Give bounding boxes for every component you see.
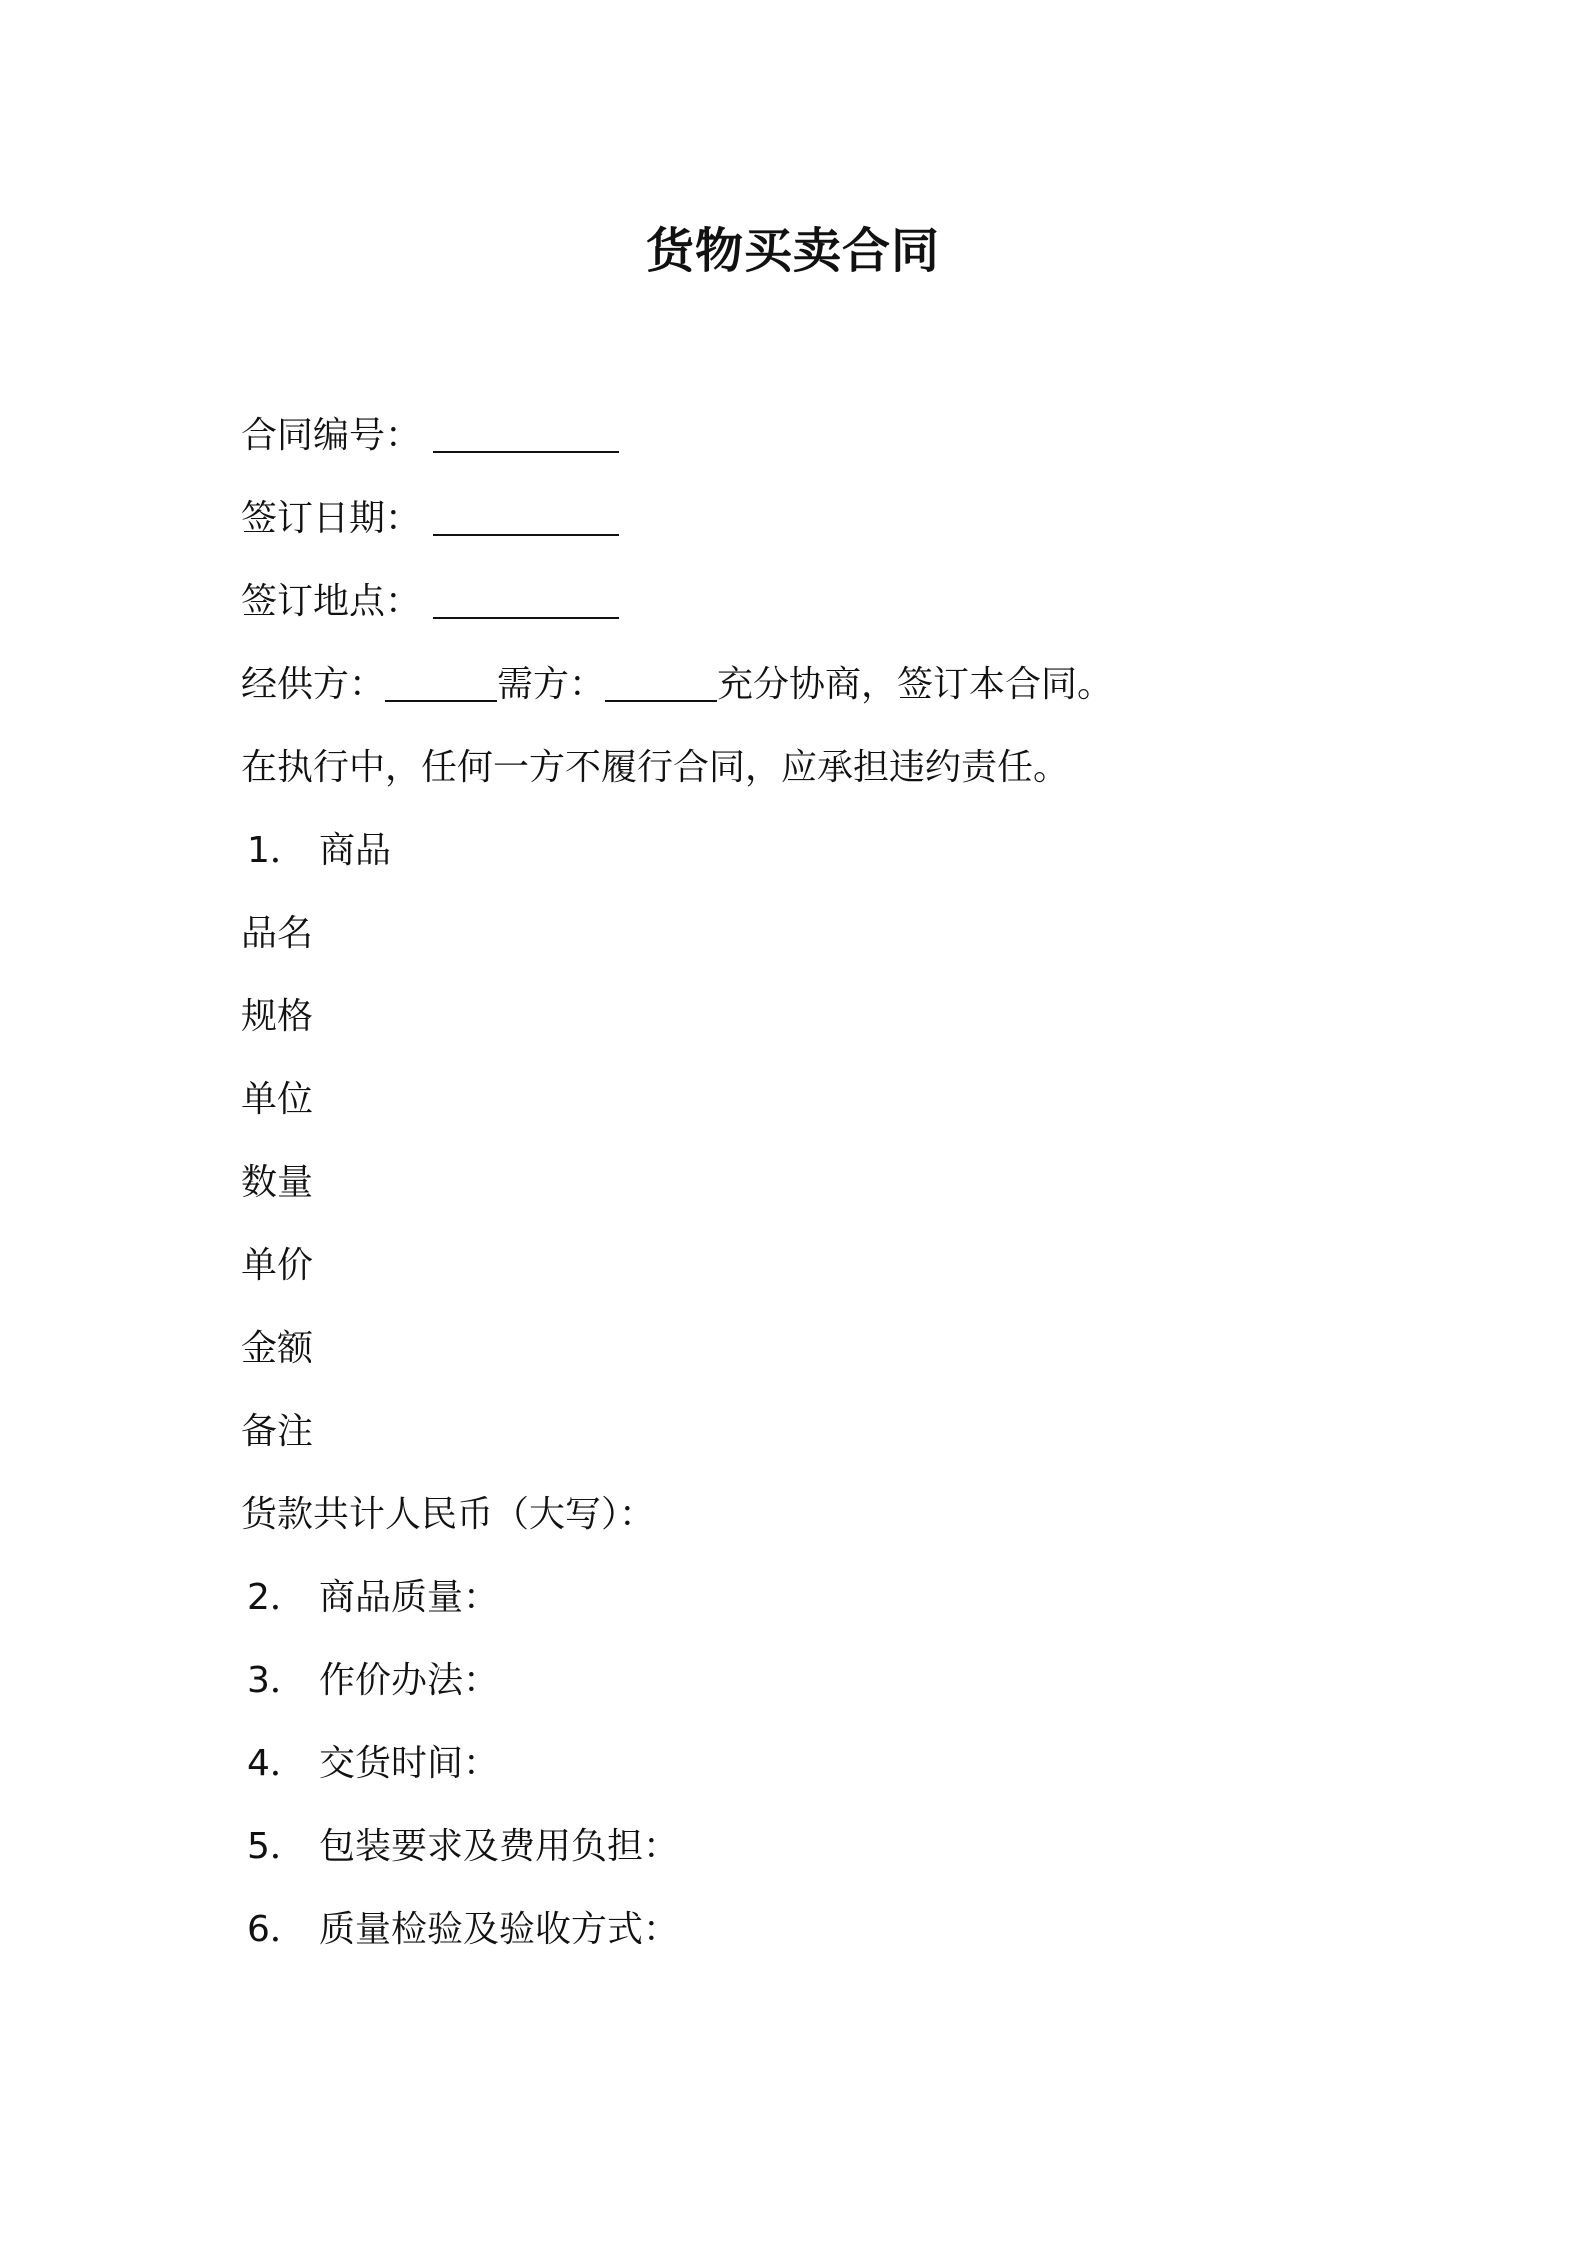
section-4-title: 交货时间： [319, 1743, 500, 1784]
section-2-heading [241, 1570, 1441, 1653]
section-6-heading [241, 1902, 1441, 1985]
total-amount-line: 货款共计人民币（大写）： [241, 1494, 656, 1535]
section-3-heading [241, 1653, 1441, 1736]
contract-number-blank [433, 411, 619, 453]
item-unit-price: 单价 [241, 1245, 314, 1286]
parties-tail-text: 充分协商，签订本合同。 [717, 664, 1114, 705]
section-5-title: 包装要求及费用负担： [319, 1826, 680, 1867]
section-5-heading [241, 1819, 1441, 1902]
contract-number-row [241, 408, 1441, 491]
item-amount: 金额 [241, 1328, 314, 1369]
item-product-name: 品名 [241, 913, 314, 954]
buyer-blank [605, 660, 717, 702]
supplier-blank [385, 660, 497, 702]
item-unit: 单位 [241, 1079, 314, 1120]
section-1-number: 1． [247, 830, 306, 871]
section-6-title: 质量检验及验收方式： [319, 1909, 680, 1950]
item-specification: 规格 [241, 996, 314, 1037]
document-title: 货物买卖合同 [645, 223, 940, 279]
item-remarks: 备注 [241, 1411, 314, 1452]
buyer-label: 需方： [497, 664, 606, 705]
section-4-number: 4． [247, 1743, 306, 1784]
section-5-number: 5． [247, 1826, 306, 1867]
signing-place-row [241, 574, 1441, 657]
section-1-heading [241, 823, 1441, 906]
supplier-label: 经供方： [241, 664, 386, 705]
signing-place-blank [433, 577, 619, 619]
section-6-number: 6． [247, 1909, 306, 1950]
signing-date-row [241, 491, 1441, 574]
section-3-number: 3． [247, 1660, 306, 1701]
section-4-heading [241, 1736, 1441, 1819]
section-3-title: 作价办法： [319, 1660, 500, 1701]
signing-date-label: 签订日期： [241, 498, 422, 539]
section-2-title: 商品质量： [319, 1577, 500, 1618]
item-quantity: 数量 [241, 1162, 314, 1203]
section-1-title: 商品 [319, 830, 392, 871]
signing-place-label: 签订地点： [241, 581, 422, 622]
contract-body [241, 408, 1441, 1985]
contract-number-label: 合同编号： [241, 415, 422, 456]
section-2-number: 2． [247, 1577, 306, 1618]
breach-clause: 在执行中，任何一方不履行合同，应承担违约责任。 [241, 747, 1070, 788]
signing-date-blank [433, 494, 619, 536]
parties-row [241, 657, 1441, 740]
